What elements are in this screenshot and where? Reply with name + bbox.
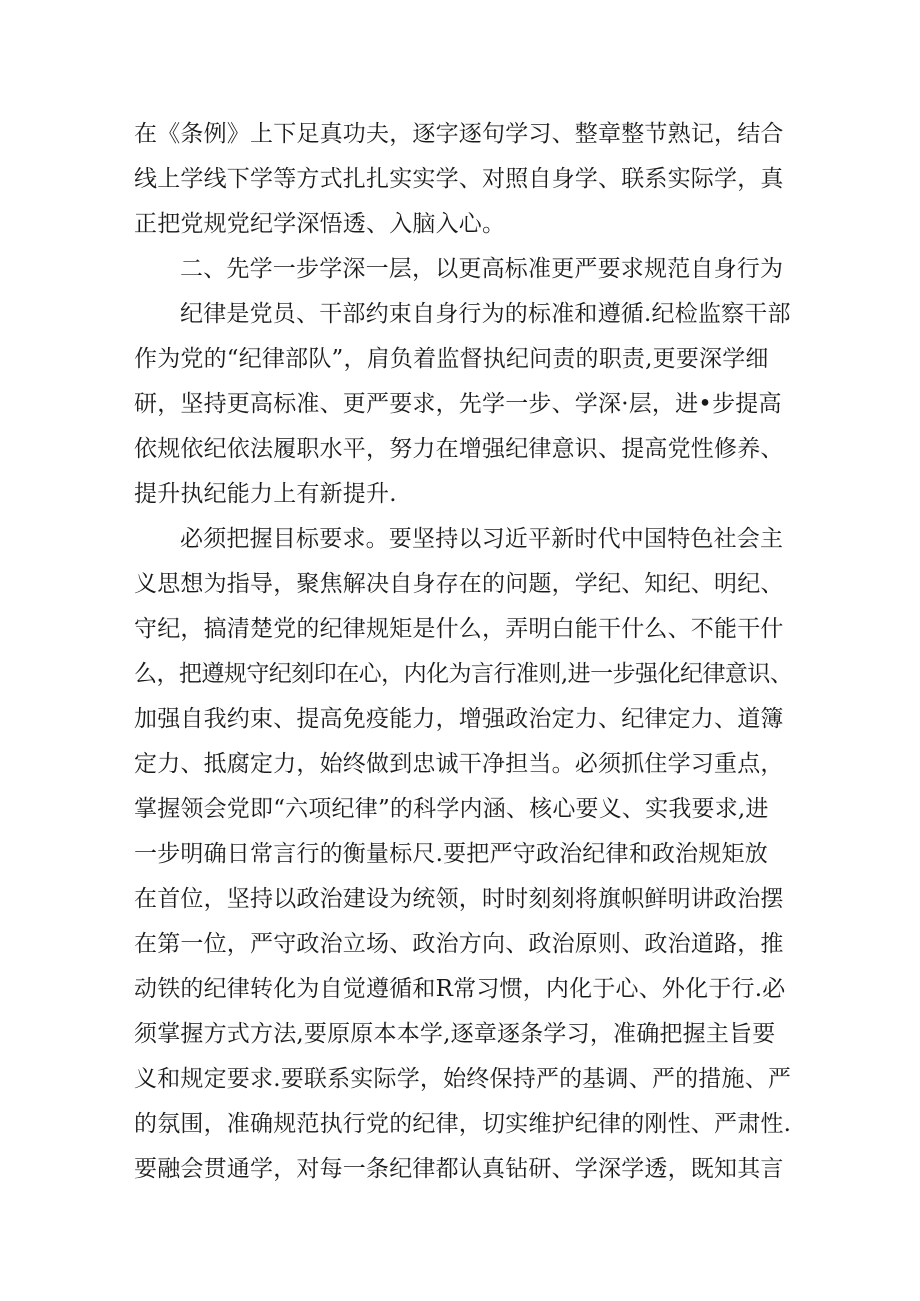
- text-line-8: 依规依纪依法履职水平，努力在增强纪律意识、提高党性修养、: [134, 436, 784, 462]
- text-line-9: 提升执纪能力上有新提升.: [134, 481, 397, 507]
- text-line-16: 掌握领会党即“六项纪律”的科学内涵、核心要义、实我要求,进: [134, 796, 769, 822]
- text-line-2: 线上学线下学等方式扎扎实实学、对照自身学、联系实际学，真: [134, 166, 784, 192]
- text-line-11: 义思想为指导，聚焦解决自身存在的问题，学纪、知纪、明纪、: [134, 571, 784, 597]
- text-line-3: 正把党规党纪学深悟透、入脑入心。: [134, 211, 506, 237]
- text-line-23: 的氛围，准确规范执行党的纪律，切实维护纪律的刚性、严肃性.: [134, 1111, 792, 1137]
- text-line-6: 作为党的“纪律部队”，肩负着监督执纪问责的职责,更要深学细: [134, 346, 769, 372]
- text-line-21: 须掌握方式方法,要原原本本学,逐章逐条学习，准确把握主旨要: [134, 1021, 776, 1047]
- text-line-15: 定力、抵腐定力，始终做到忠诚干净担当。必须抓住学习重点，: [134, 751, 784, 777]
- text-line-7: 研，坚持更高标准、更严要求，先学一步、学深·层，进•步提高: [134, 391, 782, 417]
- text-line-10: 必须把握目标要求。要坚持以习近平新时代中国特色社会主: [180, 526, 784, 552]
- text-line-18: 在首位，坚持以政治建设为统领，时时刻刻将旗帜鲜明讲政治摆: [134, 886, 784, 912]
- text-line-20: 动铁的纪律转化为自觉遵循和R常习惯，内化于心、外化于行.必: [134, 976, 786, 1002]
- text-line-5: 纪律是党员、干部约束自身行为的标准和遵循.纪检监察干部: [180, 301, 791, 327]
- text-line-1: 在《条例》上下足真功夫，逐字逐句学习、整章整节熟记，结合: [134, 121, 784, 147]
- section-heading: 二、先学一步学深一层，以更高标准更严要求规范自身行为: [180, 256, 784, 282]
- text-line-19: 在第一位，严守政治立场、政治方向、政治原则、政治道路，推: [134, 931, 784, 957]
- text-line-14: 加强自我约束、提高免疫能力，增强政治定力、纪律定力、道簿: [134, 706, 784, 732]
- text-line-24: 要融会贯通学，对每一条纪律都认真钻研、学深学透，既知其言: [134, 1156, 784, 1182]
- text-line-17: 一步明确日常言行的衡量标尺.要把严守政治纪律和政治规矩放: [134, 841, 768, 867]
- text-line-22: 义和规定要求.要联系实际学，始终保持严的基调、严的措施、严: [134, 1066, 792, 1092]
- text-line-12: 守纪，搞清楚党的纪律规矩是什么，弄明白能干什么、不能干什: [134, 616, 784, 642]
- text-line-13: 么，把遵规守纪刻印在心，内化为言行准则,进一步强化纪律意识、: [134, 661, 792, 687]
